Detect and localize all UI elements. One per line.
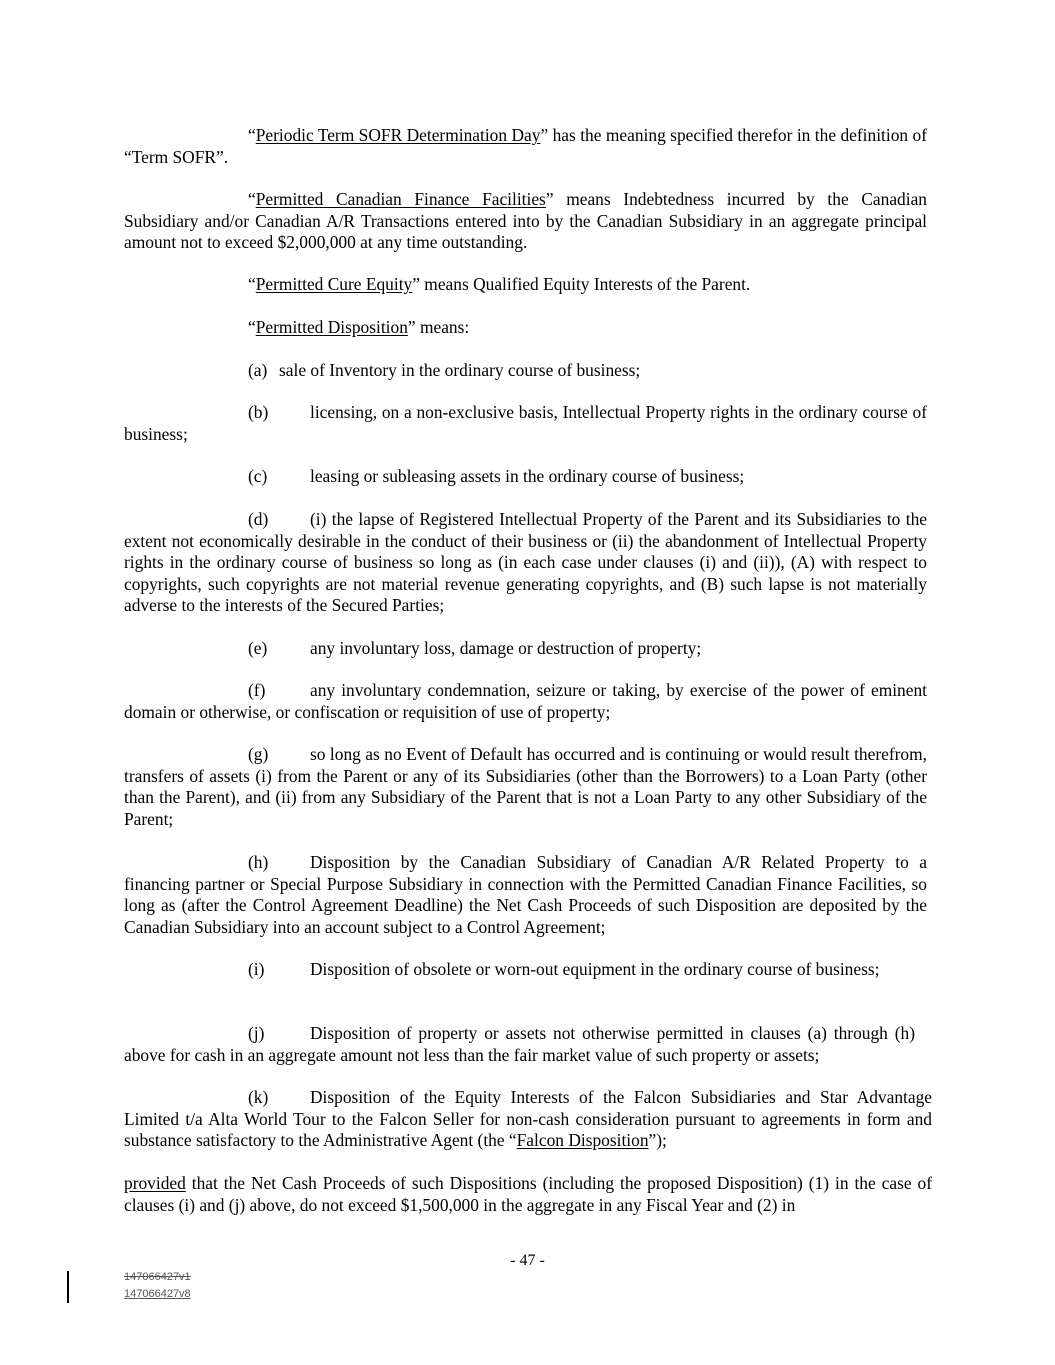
- clause-d: (d) (i) the lapse of Registered Intellectual Property of the Parent and its Subsidiaries to the extent not economically desirable in the conduct of their business or (ii) the abandonment of Intellectual Property rights in the ordinary course of business so long as (in each case under clauses (i) and (ii)), (A) with respect to copyrights, such copyrights are not material revenue generating copyrights, and (B) such lapse is not materially adverse to the interests of the Secured Parties;: [124, 509, 927, 615]
- clause-label: (b): [248, 402, 269, 422]
- clause-label: (d): [248, 509, 269, 529]
- defined-term: Permitted Canadian Finance Facilities: [255, 189, 546, 209]
- clause-i: (i) Disposition of obsolete or worn-out equipment in the ordinary course of business;: [248, 959, 880, 979]
- definition-permitted-canadian-finance-facilities: “Permitted Canadian Finance Facilities” means Indebtedness incurred by the Canadian Subsidiary and/or Canadian A/R Transactions entered into by the Canadian Subsidiary in an aggregate principal amount not to exceed $2,000,000 at any time outstanding.: [124, 189, 927, 252]
- definition-periodic-term-sofr: “Periodic Term SOFR Determination Day” has the meaning specified therefor in the definition of “Term SOFR”.: [124, 125, 927, 167]
- clause-g: (g) so long as no Event of Default has occurred and is continuing or would result therefrom, transfers of assets (i) from the Parent or any of its Subsidiaries (other than the Borrowers) to a Loan Party (other than the Parent), and (ii) from any Subsidiary of the Parent that is not a Loan Party to any other Subsidiary of the Parent;: [124, 744, 927, 829]
- page-number: - 47 -: [510, 1252, 545, 1269]
- clause-label: (k): [248, 1087, 269, 1107]
- clause-c: (c) leasing or subleasing assets in the ordinary course of business;: [248, 466, 745, 486]
- doc-id-old: 147066427v1: [124, 1271, 191, 1283]
- proviso-lead: provided: [124, 1173, 186, 1193]
- clause-label: (i): [248, 959, 265, 979]
- defined-term: Permitted Disposition: [255, 317, 408, 337]
- proviso: provided that the Net Cash Proceeds of such Dispositions (including the proposed Disposition) (1) in the case of clauses (i) and (j) above, do not exceed $1,500,000 in the aggregate in any Fiscal Year and (2) in: [124, 1173, 932, 1215]
- defined-term: Permitted Cure Equity: [255, 274, 413, 294]
- clause-label: (f): [248, 680, 266, 700]
- defined-term: Falcon Disposition: [516, 1130, 649, 1150]
- clause-label: (g): [248, 744, 269, 764]
- clause-h: (h) Disposition by the Canadian Subsidiary of Canadian A/R Related Property to a financing partner or Special Purpose Subsidiary in connection with the Permitted Canadian Finance Facilities, so long as (after the Control Agreement Deadline) the Net Cash Proceeds of such Disposition are deposited by the Canadian Subsidiary into an account subject to a Control Agreement;: [124, 852, 927, 937]
- clause-label: (c): [248, 466, 268, 486]
- clause-label: (h): [248, 852, 269, 872]
- clause-label: (j): [248, 1023, 265, 1043]
- definition-permitted-disposition: “Permitted Disposition” means:: [248, 317, 470, 337]
- definition-permitted-cure-equity: “Permitted Cure Equity” means Qualified Equity Interests of the Parent.: [248, 274, 751, 294]
- doc-id-new: 147066427v8: [124, 1288, 191, 1300]
- change-bar: [67, 1271, 69, 1303]
- clause-f: (f) any involuntary condemnation, seizure or taking, by exercise of the power of eminent domain or otherwise, or confiscation or requisition of use of property;: [124, 680, 927, 722]
- clause-a: (a) sale of Inventory in the ordinary course of business;: [248, 360, 641, 380]
- clause-label: (e): [248, 638, 268, 658]
- clause-label: (a): [248, 360, 268, 380]
- clause-e: (e) any involuntary loss, damage or destruction of property;: [248, 638, 702, 658]
- clause-k: (k) Disposition of the Equity Interests of the Falcon Subsidiaries and Star Advantage Limited t/a Alta World Tour to the Falcon Seller for non-cash consideration pursuant to agreements in form and substance satisfactory to the Administrative Agent (the “Falcon Disposition”);: [124, 1087, 932, 1150]
- clause-b: (b) licensing, on a non-exclusive basis, Intellectual Property rights in the ordinary course of business;: [124, 402, 927, 444]
- clause-j: (j) Disposition of property or assets not otherwise permitted in clauses (a) through (h) above for cash in an aggregate amount not less than the fair market value of such property or assets;: [124, 1023, 915, 1065]
- defined-term: Periodic Term SOFR Determination Day: [255, 125, 541, 145]
